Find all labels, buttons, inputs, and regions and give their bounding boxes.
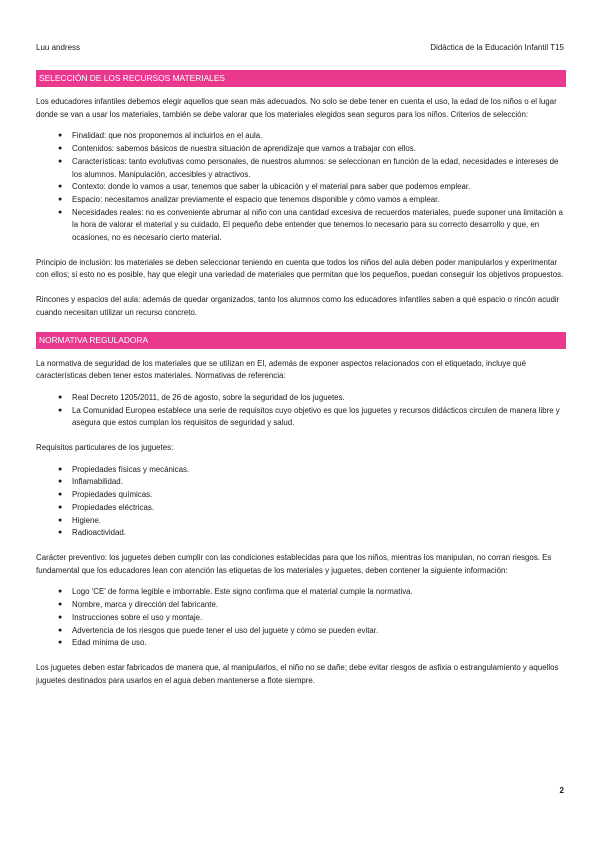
- list-item: ● Radioactividad.: [36, 527, 566, 540]
- bullet-icon: ●: [58, 491, 63, 499]
- bullet-icon: ●: [58, 478, 63, 486]
- bullet-icon: ●: [58, 208, 63, 216]
- paragraph-final: Los juguetes deben estar fabricados de manera que, al manipularlos, el niño no se dañe; debe evitar riesgos de asfixia o estrangulamiento y aquellos juguetes destinados para usarlos en el agua deben mantenerse a flote siempre.: [36, 662, 559, 685]
- bullet-icon: ●: [58, 195, 63, 203]
- list-item: ● Edad mínima de uso.: [36, 637, 566, 650]
- bullet-icon: ●: [58, 157, 63, 165]
- paragraph-intro: Los educadores infantiles debemos elegir aquellos que sean más adecuados. No solo se debe tener en cuenta el uso, la edad de los niños o el lugar donde se van a usar los materiales, también se debe valorar que los materiales elegidos sean seguros para los niños. Criterios de selección:: [36, 97, 557, 119]
- list-item: ● Características: tanto evolutivas como personales, de nuestros alumnos: se seleccionan en función de la edad, necesidades e intereses de los alumnos. Manipulación, accesibles y atractivos.: [58, 156, 559, 179]
- bullet-icon: ●: [58, 183, 63, 191]
- paragraph-normativa-intro: La normativa de seguridad de los materiales que se utilizan en EI, además de exponer aspectos relacionados con el etiquetado, incluye qué características deben tener estos materiales. Normativas de referencia:: [36, 358, 526, 381]
- bullet-icon: ●: [58, 529, 63, 537]
- paragraph-requisitos-title: Requisitos particulares de los juguetes:: [36, 443, 174, 453]
- list-item: ● Nombre, marca y dirección del fabricante.: [36, 599, 566, 612]
- list-item: ● Necesidades reales: no es conveniente abrumar al niño con una cantidad excesiva de recuerdos materiales, puede suponer una limitación a la hora de valorar el material y su cuidado. El pequeño debe entender que tenemos lo necesario para su correcto desarrollo y que, en ocasiones, no es necesario cierto material.: [58, 207, 563, 243]
- list-item: ● Inflamabilidad.: [36, 476, 566, 489]
- header-author: Luu andress: [36, 43, 81, 52]
- header-subject: Didáctica de la Educación Infantil T15: [430, 43, 564, 52]
- section-heading-seleccion: SELECCIÓN DE LOS RECURSOS MATERIALES: [36, 70, 566, 87]
- list-item: ● Contenidos: sabemos básicos de nuestra situación de aprendizaje que vamos a trabajar con ellos.: [36, 143, 566, 156]
- section-heading-normativa: NORMATIVA REGULADORA: [36, 332, 566, 349]
- bullet-icon: ●: [58, 626, 63, 634]
- bullet-icon: ●: [58, 601, 63, 609]
- paragraph-preventivo: Carácter preventivo: los juguetes deben cumplir con las condiciones establecidas para que los niños, mientras los manipulan, no corran riesgos. Es fundamental que los educadores lean con atención las etiquetas de los materiales y juguetes, deben contener la siguiente información:: [36, 552, 552, 575]
- bullet-icon: ●: [58, 393, 63, 401]
- list-item: ● Logo 'CE' de forma legible e imborrable. Este signo confirma que el material cumple la normativa.: [36, 586, 566, 599]
- bullet-icon: ●: [58, 465, 63, 473]
- list-item: ● Propiedades eléctricas.: [36, 502, 566, 515]
- paragraph-rincones: Rincones y espacios del aula: además de quedar organizados, tanto los alumnos como los educadores infantiles saben a qué espacio o rincón acudir cuando necesitan utilizar un recurso concreto.: [36, 295, 560, 317]
- bullet-icon: ●: [58, 588, 63, 596]
- list-item: ● Propiedades físicas y mecánicas.: [36, 464, 566, 477]
- page-number: 2: [559, 786, 564, 795]
- bullet-icon: ●: [58, 516, 63, 524]
- bullet-icon: ●: [58, 639, 63, 647]
- bullet-icon: ●: [58, 132, 63, 140]
- requisitos-list: [36, 464, 566, 540]
- criteria-list: [36, 130, 566, 244]
- references-list: [36, 392, 566, 430]
- list-item: ● Contexto: donde lo vamos a usar, tenemos que saber la ubicación y el material para saber que podemos emplear.: [36, 181, 566, 194]
- bullet-icon: ●: [58, 145, 63, 153]
- paragraph-inclusion: Principio de inclusión: los materiales se deben seleccionar teniendo en cuenta que todos los niños del aula deben poder manipularlos y experimentar con ellos; si esto no es posible, hay que elegir una variedad de materiales que permitan que los pequeños, puedan conseguir los objetivos propuestos.: [36, 257, 564, 280]
- page-header: [36, 42, 564, 54]
- bullet-icon: ●: [58, 406, 63, 414]
- etiqueta-list: [36, 586, 566, 650]
- list-item: ● Espacio: necesitamos analizar previamente el espacio que tenemos disponible y cómo vamos a emplear.: [36, 194, 566, 207]
- list-item: ● Instrucciones sobre el uso y montaje.: [36, 612, 566, 625]
- list-item: ● Propiedades químicas.: [36, 489, 566, 502]
- list-item: ● Real Decreto 1205/2011, de 26 de agosto, sobre la seguridad de los juguetes.: [36, 392, 566, 405]
- list-item: ● Higiene.: [36, 515, 566, 528]
- list-item: ● Finalidad: que nos proponemos al incluirlos en el aula.: [36, 130, 566, 143]
- bullet-icon: ●: [58, 613, 63, 621]
- bullet-icon: ●: [58, 503, 63, 511]
- list-item: ● Advertencia de los riesgos que puede tener el uso del juguete y cómo se pueden evitar.: [36, 625, 566, 638]
- document-body: [36, 70, 566, 687]
- list-item: ● La Comunidad Europea establece una serie de requisitos cuyo objetivo es que los juguetes y recursos didácticos circulen de manera libre y asegura que estos cumplan los requisitos de seguridad y salud.: [58, 405, 560, 428]
